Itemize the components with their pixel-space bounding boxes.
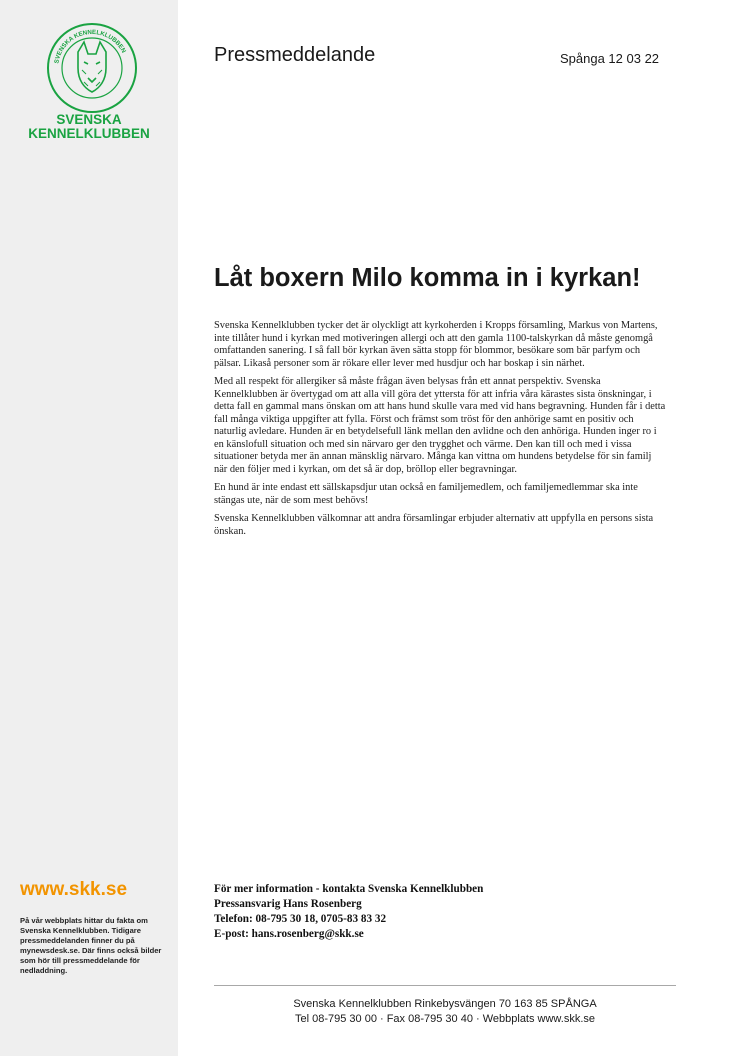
contact-info xyxy=(214,882,654,942)
press-release-label: Pressmeddelande xyxy=(214,44,376,66)
brand-name-line1: SVENSKA xyxy=(56,112,122,127)
headline: Låt boxern Milo komma in i kyrkan! xyxy=(214,264,641,292)
footer-divider xyxy=(214,985,676,986)
paragraph: Svenska Kennelklubben tycker det är olyckligt att kyrkoherden i Kropps församling, Markus von Martens, inte tillåter hund i kyrkan med motiveringen allergi och att den gamla 1100-talskyrkan då måste genomgå omfattanden sanering. I så fall bör kyrkan även sätta stopp för blommor, besökare som bär parfym och pälsar. Likaså personer som är rökare eller lever med husdjur och har boskap i sin närhet. xyxy=(214,320,658,369)
sidebar xyxy=(0,0,178,1056)
logo-ring-text: SVENSKA KENNELKLUBBEN xyxy=(53,28,128,65)
footer-address: Svenska Kennelklubben Rinkebysvängen 70 163 85 SPÅNGA xyxy=(293,998,597,1010)
press-release-date: Spånga 12 03 22 xyxy=(560,51,660,66)
paragraph: Med all respekt för allergiker så måste frågan även belysas från ett annat perspektiv. Svenska Kennelklubben är övertygad om att alla vill göra det yttersta för att infria våra kärastes sista önskningar, i detta fall en gammal mans önskan om att hans hund skulle vara med vid hans begravning. Hunden får i detta fall många viktiga uppgifter att fylla. Först och främst som tröst för den anhörige samt en positiv och naturlig avledare. Hunden är en betydelsefull länk mellan den avlidne och den anhöriga. Hunden inger ro i en känslofull situation och med sin närvaro ger den trygghet och värme. Den kan till och med i vissa situationer betyda mer än annan mänsklig närvaro. Många kan vittna om hundens betydelse för sin familj när den följer med i kyrkan, om det så är dop, bröllop eller begravningar. xyxy=(214,376,666,475)
skk-logo-icon xyxy=(46,22,138,114)
website-link[interactable]: www.skk.se xyxy=(20,879,128,900)
contact-person: Pressansvarig Hans Rosenberg xyxy=(214,898,362,910)
contact-phone: Telefon: 08-795 30 18, 0705-83 83 32 xyxy=(214,913,387,925)
paragraph: En hund är inte endast ett sällskapsdjur utan också en familjemedlem, och familjemedlemmar ska inte stängas ute, när de som mest behövs! xyxy=(214,482,638,506)
paragraph: Svenska Kennelklubben välkomnar att andra församlingar erbjuder alternativ att uppfylla en persons sista önskan. xyxy=(214,513,654,537)
article-body xyxy=(214,320,666,544)
contact-heading: För mer information - kontakta Svenska Kennelklubben xyxy=(214,883,484,895)
footer xyxy=(214,997,676,1027)
footer-contact: Tel 08-795 30 00 · Fax 08-795 30 40 · Webbplats www.skk.se xyxy=(294,1013,595,1025)
website-note: På vår webbplats hittar du fakta om Svenska Kennelklubben. Tidigare pressmeddelanden finner du på mynewsdesk.se. Där finns också bilder som hör till pressmeddelande för nedladdning. xyxy=(20,916,162,975)
brand-name-line2: KENNELKLUBBEN xyxy=(28,126,150,141)
contact-email[interactable]: E-post: hans.rosenberg@skk.se xyxy=(214,928,364,940)
